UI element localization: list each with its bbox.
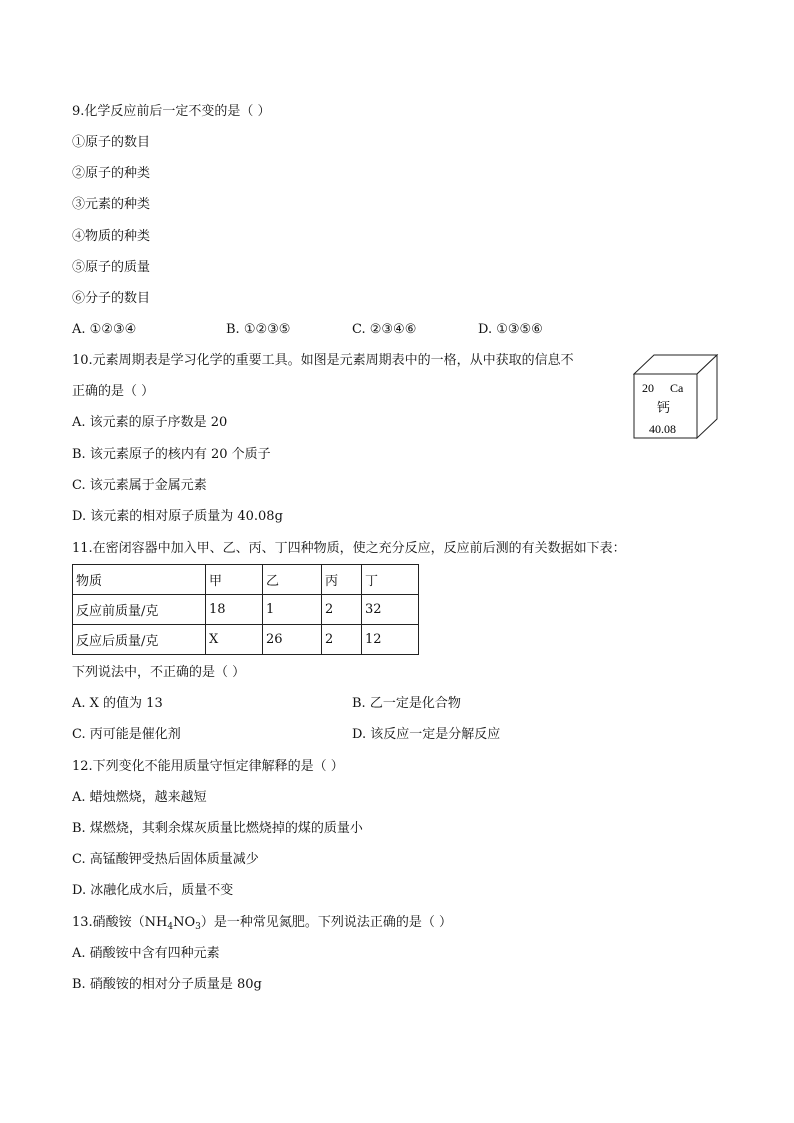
q13-stem-mid: NO [173, 915, 196, 930]
table-cell: 12 [362, 625, 419, 655]
q12-option-d: D. 冰融化成水后，质量不变 [72, 883, 234, 898]
table-header-cell: 甲 [206, 565, 263, 595]
element-mass: 40.08 [649, 422, 676, 436]
table-header-cell: 物质 [73, 565, 206, 595]
table-cell: 1 [263, 595, 322, 625]
table-cell: 18 [206, 595, 263, 625]
q9-stem: 9.化学反应前后一定不变的是（ ） [72, 104, 271, 119]
table-header-cell: 乙 [263, 565, 322, 595]
periodic-element-cell [633, 354, 719, 440]
q11-option-b: B. 乙一定是化合物 [352, 696, 461, 711]
q9-option-c: C. ②③④⑥ [352, 322, 417, 337]
q9-item-5: ⑤原子的质量 [72, 260, 151, 275]
q10-stem-line1: 10.元素周期表是学习化学的重要工具。如图是元素周期表中的一格，从中获取的信息不 [72, 353, 574, 368]
q9-item-2: ②原子的种类 [72, 166, 151, 181]
table-header-cell: 丙 [322, 565, 362, 595]
q11-option-c: C. 丙可能是催化剂 [72, 727, 181, 742]
q10-option-a: A. 该元素的原子序数是 20 [72, 415, 228, 430]
table-header-row [73, 565, 419, 595]
table-cell: 反应后质量/克 [73, 625, 206, 655]
q11-stem: 11.在密闭容器中加入甲、乙、丙、丁四种物质，使之充分反应，反应前后测的有关数据如下表： [72, 541, 626, 556]
mass-data-table [72, 564, 419, 655]
q10-stem-line2: 正确的是（ ） [72, 384, 155, 399]
q10-option-d: D. 该元素的相对原子质量为 40.08g [72, 509, 283, 524]
table-cell: 反应前质量/克 [73, 595, 206, 625]
table-header-cell: 丁 [362, 565, 419, 595]
q13-stem-pre: 13.硝酸铵（NH [72, 915, 168, 930]
q9-option-a: A. ①②③④ [72, 322, 137, 337]
table-row [73, 625, 419, 655]
q13-option-a: A. 硝酸铵中含有四种元素 [72, 946, 220, 961]
q10-option-b: B. 该元素原子的核内有 20 个质子 [72, 447, 271, 462]
table-cell: X [206, 625, 263, 655]
q13-stem [72, 914, 452, 933]
q11-option-d: D. 该反应一定是分解反应 [352, 727, 501, 742]
q13-subscript-3: 3 [195, 922, 201, 932]
q12-option-b: B. 煤燃烧，其剩余煤灰质量比燃烧掉的煤的质量小 [72, 821, 363, 836]
q10-option-c: C. 该元素属于金属元素 [72, 478, 207, 493]
table-row [73, 595, 419, 625]
table-cell: 26 [263, 625, 322, 655]
q9-item-6: ⑥分子的数目 [72, 291, 151, 306]
q12-option-a: A. 蜡烛燃烧，越来越短 [72, 790, 207, 805]
q11-option-a: A. X 的值为 13 [72, 696, 163, 711]
q9-item-1: ①原子的数目 [72, 135, 151, 150]
q11-prompt: 下列说法中，不正确的是（ ） [72, 665, 246, 680]
q13-stem-post: ）是一种常见氮肥。下列说法正确的是（ ） [200, 915, 453, 930]
q9-item-3: ③元素的种类 [72, 197, 151, 212]
q9-item-4: ④物质的种类 [72, 229, 151, 244]
q12-option-c: C. 高锰酸钾受热后固体质量减少 [72, 852, 259, 867]
element-symbol: Ca [670, 381, 684, 395]
table-cell: 2 [322, 625, 362, 655]
q9-option-d: D. ①③⑤⑥ [478, 322, 543, 337]
element-name: 钙 [657, 401, 671, 416]
element-number: 20 [642, 381, 654, 395]
table-cell: 32 [362, 595, 419, 625]
table-cell: 2 [322, 595, 362, 625]
q9-option-b: B. ①②③⑤ [226, 322, 291, 337]
q13-option-b: B. 硝酸铵的相对分子质量是 80g [72, 977, 262, 992]
q12-stem: 12.下列变化不能用质量守恒定律解释的是（ ） [72, 759, 344, 774]
q13-subscript-4: 4 [167, 922, 174, 932]
